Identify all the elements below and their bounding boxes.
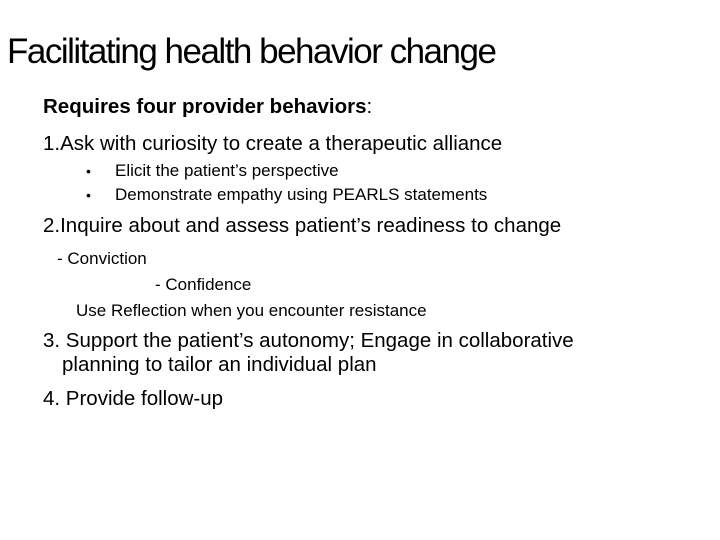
point-3-line-2: planning to tailor an individual plan <box>62 353 377 376</box>
sub-item-perspective: Elicit the patient’s perspective <box>115 161 339 180</box>
point-1: 1.Ask with curiosity to create a therapeutic alliance <box>43 132 503 155</box>
intro-bold-text: Requires four provider behaviors <box>43 95 367 118</box>
point-2: 2.Inquire about and assess patient’s readiness to change <box>43 214 562 237</box>
point-3-line-1: 3. Support the patient’s autonomy; Engage in collaborative <box>43 329 574 352</box>
bullet-marker: • <box>86 163 91 179</box>
reflection-text: Use Reflection when you encounter resistance <box>76 301 427 320</box>
confidence-text: - Confidence <box>155 275 252 294</box>
sub-item-empathy: Demonstrate empathy using PEARLS statements <box>115 185 488 204</box>
bullet-marker: • <box>86 187 91 203</box>
intro-colon: : <box>366 95 373 118</box>
conviction-text: - Conviction <box>57 249 147 268</box>
slide-title: Facilitating health behavior change <box>7 32 496 71</box>
intro-line <box>43 97 372 118</box>
point-4: 4. Provide follow-up <box>43 387 224 410</box>
